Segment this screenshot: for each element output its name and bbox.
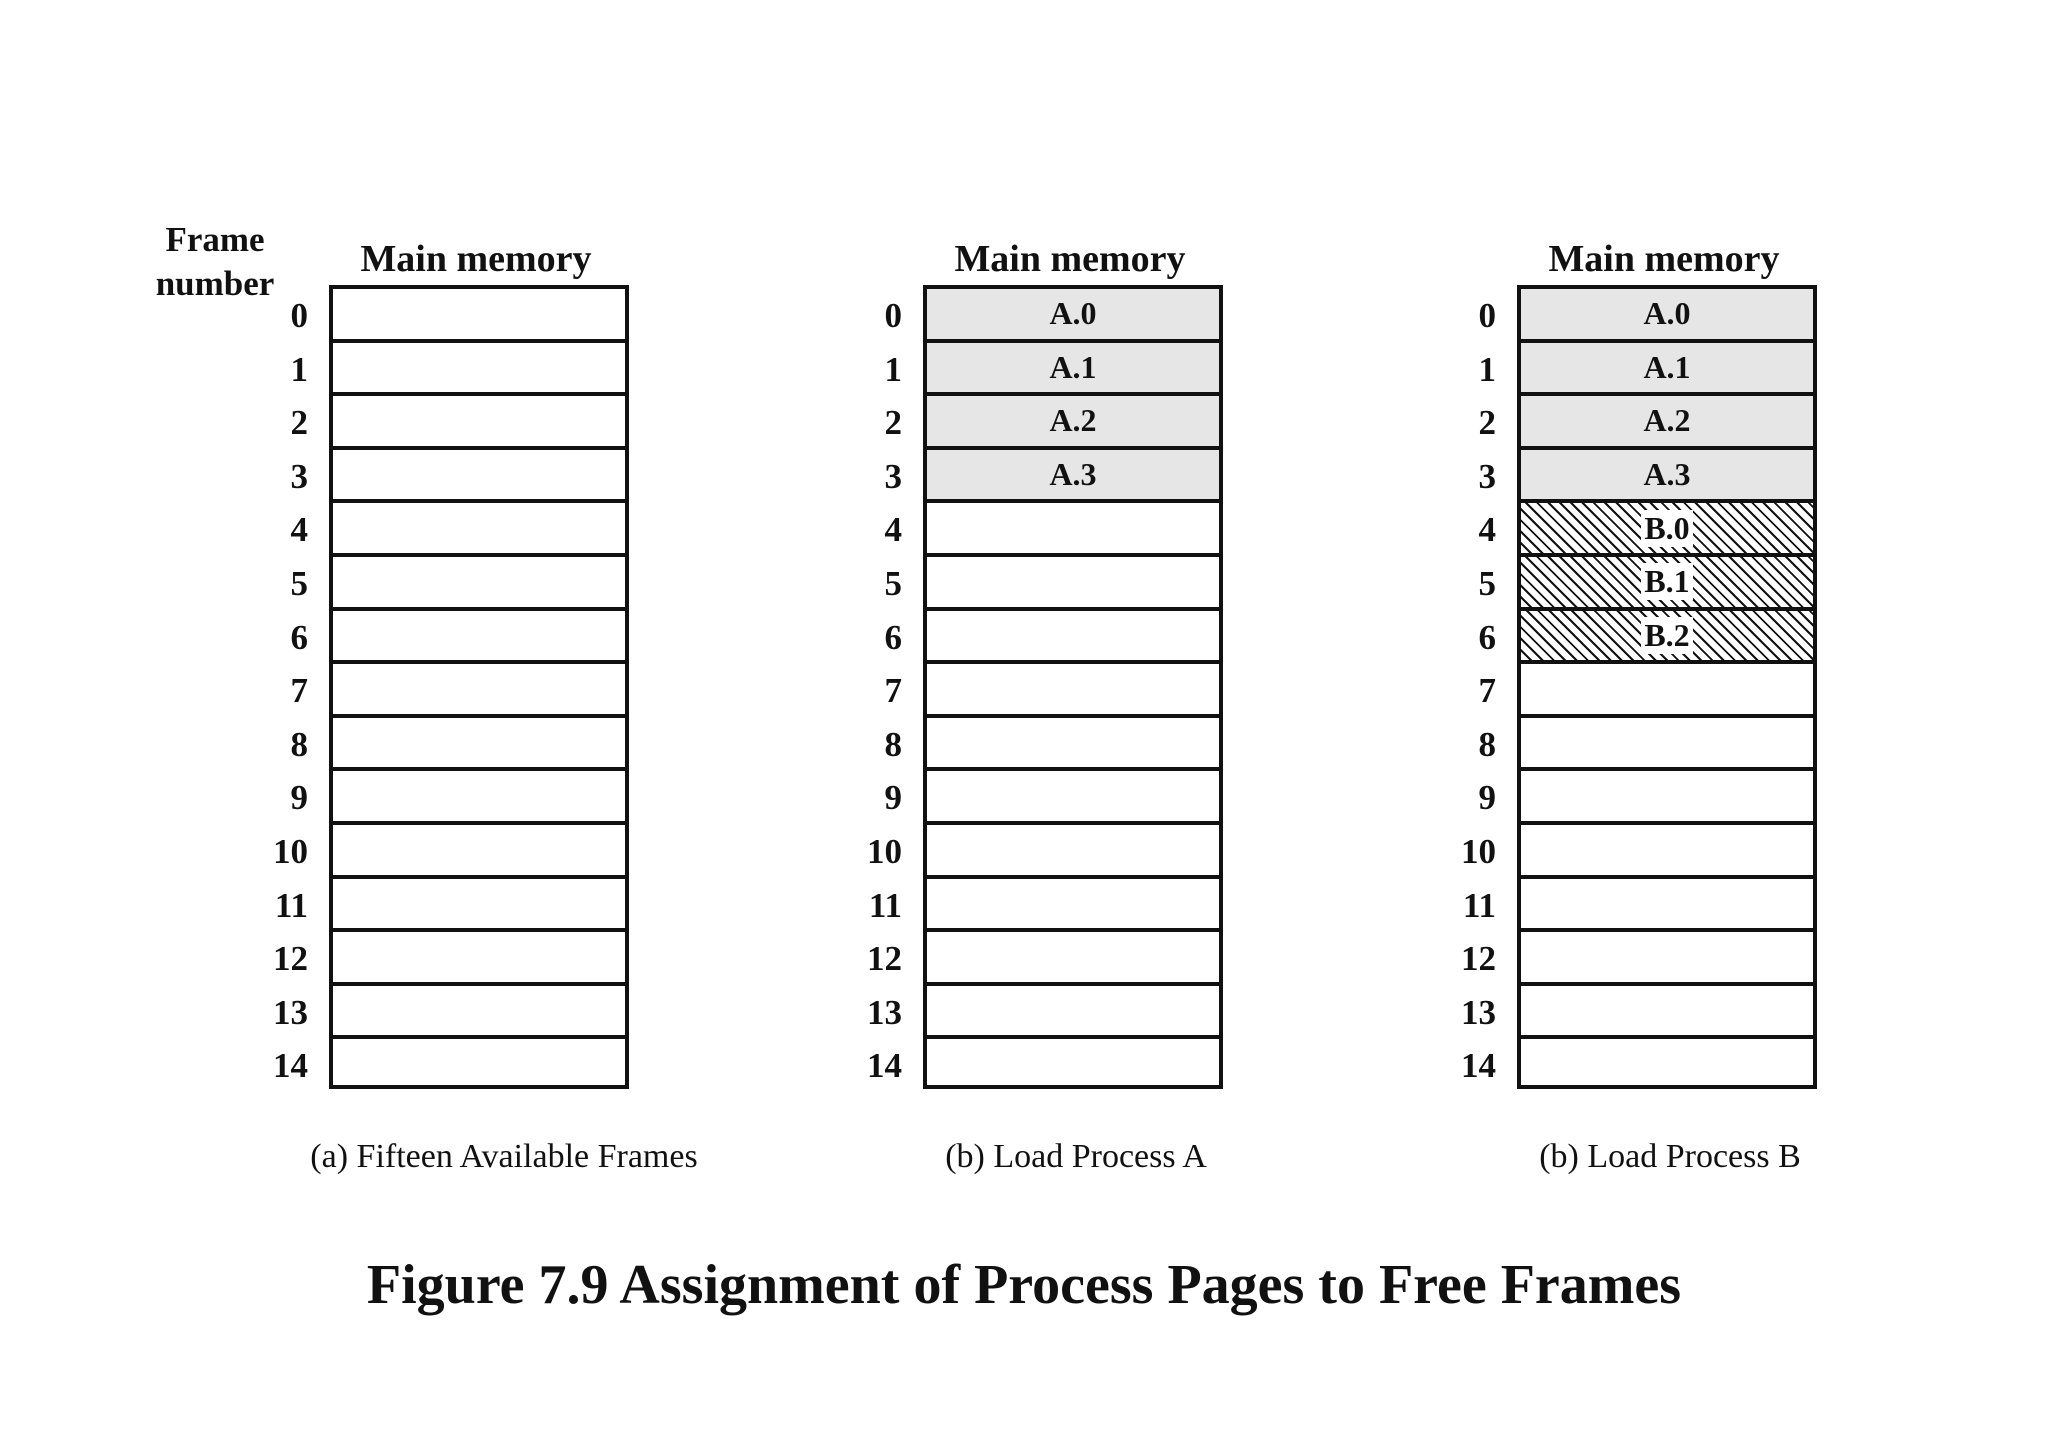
frame-number: 7	[290, 671, 308, 711]
memory-frame-cell	[927, 718, 1219, 772]
memory-frame-cell	[1521, 825, 1813, 879]
frame-number: 8	[884, 724, 902, 764]
main-memory-box	[329, 285, 629, 1089]
memory-frame-cell	[333, 932, 625, 986]
memory-frame-cell	[333, 343, 625, 397]
frame-number: 3	[1478, 456, 1496, 496]
frame-number: 7	[1478, 671, 1496, 711]
memory-frame-cell	[333, 664, 625, 718]
page-label: A.2	[1643, 402, 1691, 439]
memory-frame-cell	[1521, 343, 1813, 397]
frame-number: 5	[1478, 564, 1496, 603]
panel-load-process-a	[850, 235, 1450, 1195]
memory-frame-cell	[927, 343, 1219, 397]
panel-caption: (b) Load Process B	[1539, 1138, 1801, 1175]
memory-frame-cell	[927, 396, 1219, 450]
frame-number: 6	[1478, 617, 1496, 657]
frame-number: 11	[1462, 885, 1496, 925]
frame-number: 12	[273, 939, 308, 979]
frame-number: 13	[273, 992, 308, 1032]
figure-title: Figure 7.9 Assignment of Process Pages to Free Frames	[366, 1254, 1682, 1316]
memory-frame-cell	[333, 1039, 625, 1093]
memory-frame-cell	[1521, 771, 1813, 825]
frame-number: 14	[273, 1046, 308, 1086]
memory-frame-cell	[927, 503, 1219, 557]
frame-number-label-line: number	[155, 264, 275, 303]
memory-frame-cell	[1521, 879, 1813, 933]
memory-frame-cell	[333, 450, 625, 504]
frame-number: 5	[290, 564, 308, 603]
frame-number: 1	[884, 349, 902, 389]
memory-frame-cell	[1521, 289, 1813, 343]
panel-fifteen-available-frames	[256, 235, 856, 1195]
frame-number: 14	[1461, 1046, 1496, 1086]
memory-frame-cell	[927, 771, 1219, 825]
memory-frame-cell	[333, 611, 625, 665]
main-memory-box	[923, 285, 1223, 1089]
memory-frame-cell	[1521, 396, 1813, 450]
page-label: A.1	[1643, 348, 1691, 385]
frame-number: 2	[290, 403, 308, 443]
frame-number: 0	[290, 296, 308, 335]
frame-number: 11	[274, 885, 308, 925]
frame-number: 10	[867, 832, 902, 871]
frame-number: 13	[867, 992, 902, 1032]
page-label: A.0	[1643, 295, 1691, 332]
memory-frame-cell	[333, 718, 625, 772]
frame-number: 7	[884, 671, 902, 711]
page-label: A.0	[1049, 295, 1097, 332]
panel-load-process-b	[1444, 235, 2044, 1195]
memory-frame-cell	[333, 396, 625, 450]
memory-frame-cell	[333, 879, 625, 933]
page-label: A.3	[1643, 456, 1691, 493]
memory-frame-cell	[1521, 932, 1813, 986]
frame-number: 0	[884, 296, 902, 335]
memory-frame-cell	[1521, 450, 1813, 504]
main-memory-title: Main memory	[1548, 238, 1780, 280]
memory-frame-cell	[927, 557, 1219, 611]
frame-number: 10	[273, 832, 308, 871]
memory-frame-cell	[927, 879, 1219, 933]
page-label: B.0	[1641, 510, 1692, 547]
memory-frame-cell	[927, 289, 1219, 343]
frame-number: 2	[884, 403, 902, 443]
frame-number: 3	[884, 456, 902, 496]
memory-frame-cell	[1521, 1039, 1813, 1093]
frame-number: 6	[884, 617, 902, 657]
memory-frame-cell	[927, 450, 1219, 504]
memory-frame-cell	[1521, 986, 1813, 1040]
memory-frame-cell	[333, 825, 625, 879]
memory-frame-cell	[333, 986, 625, 1040]
main-memory-title: Main memory	[360, 238, 592, 280]
page-label: A.2	[1049, 402, 1097, 439]
frame-number: 1	[1478, 349, 1496, 389]
memory-frame-cell	[927, 611, 1219, 665]
frame-number: 12	[867, 939, 902, 979]
memory-frame-cell	[927, 986, 1219, 1040]
page-label: A.1	[1049, 348, 1097, 385]
frame-number: 11	[868, 885, 902, 925]
main-memory-box	[1517, 285, 1817, 1089]
memory-frame-cell	[1521, 503, 1813, 557]
panel-caption: (b) Load Process A	[945, 1138, 1207, 1175]
frame-number: 12	[1461, 939, 1496, 979]
frame-number: 5	[884, 564, 902, 603]
page-label: A.3	[1049, 456, 1097, 493]
frame-number-label-line: Frame	[165, 220, 265, 259]
frame-number: 4	[884, 510, 902, 550]
frame-number: 13	[1461, 992, 1496, 1032]
page-label: B.1	[1641, 563, 1692, 600]
memory-frame-cell	[1521, 664, 1813, 718]
memory-frame-cell	[333, 771, 625, 825]
frame-number: 8	[290, 724, 308, 764]
frame-number: 2	[1478, 403, 1496, 443]
memory-frame-cell	[1521, 611, 1813, 665]
frame-number: 9	[1478, 778, 1496, 818]
frame-number: 10	[1461, 832, 1496, 871]
frame-number: 0	[1478, 296, 1496, 335]
memory-frame-cell	[927, 932, 1219, 986]
page-label: B.2	[1641, 617, 1692, 654]
memory-frame-cell	[333, 557, 625, 611]
frame-number: 9	[884, 778, 902, 818]
memory-frame-cell	[1521, 718, 1813, 772]
frame-number: 3	[290, 456, 308, 496]
frame-number: 4	[290, 510, 308, 550]
frame-number: 9	[290, 778, 308, 818]
memory-frame-cell	[1521, 557, 1813, 611]
memory-frame-cell	[333, 503, 625, 557]
frame-number: 8	[1478, 724, 1496, 764]
memory-frame-cell	[927, 664, 1219, 718]
frame-number: 6	[290, 617, 308, 657]
panel-caption: (a) Fifteen Available Frames	[310, 1138, 698, 1175]
memory-frame-cell	[927, 1039, 1219, 1093]
frame-number: 1	[290, 349, 308, 389]
main-memory-title: Main memory	[954, 238, 1186, 280]
memory-frame-cell	[333, 289, 625, 343]
frame-number: 4	[1478, 510, 1496, 550]
memory-frame-cell	[927, 825, 1219, 879]
frame-number: 14	[867, 1046, 902, 1086]
